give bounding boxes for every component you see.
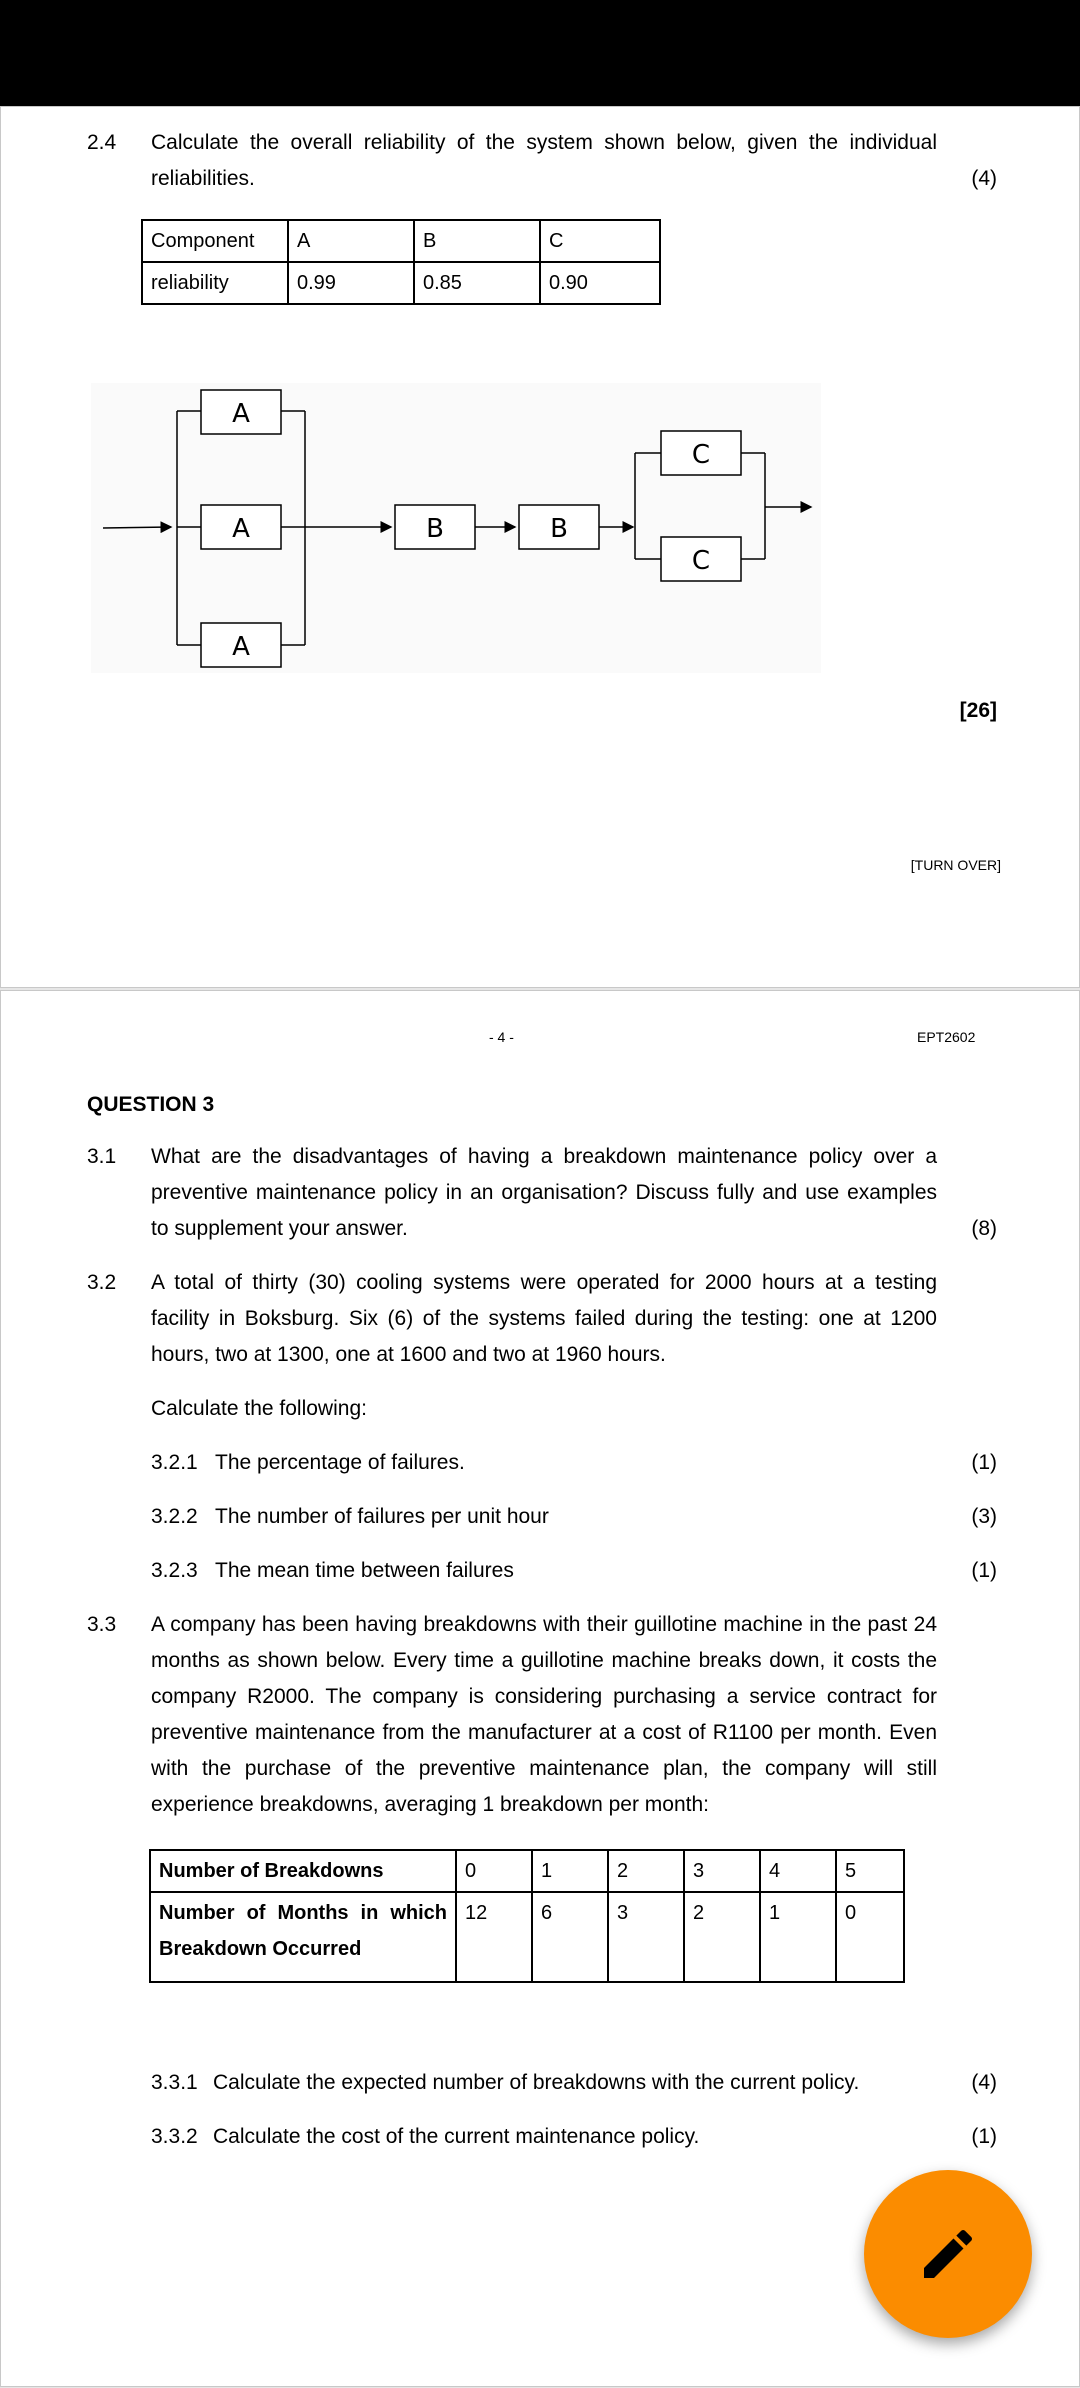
table-cell: 1 bbox=[532, 1850, 608, 1892]
question-text: preventive maintenance from the manufacturer at a cost of R1100 per month. Even bbox=[151, 1721, 937, 1744]
course-code: EPT2602 bbox=[917, 1029, 976, 1045]
question-text: A total of thirty (30) cooling systems were operated for 2000 hours at a testing bbox=[151, 1271, 937, 1294]
table-row bbox=[150, 1850, 904, 1892]
subquestion-number: 3.2.1 bbox=[151, 1451, 198, 1474]
block-label: A bbox=[232, 632, 250, 662]
table-cell: 1 bbox=[760, 1892, 836, 1982]
question-text: What are the disadvantages of having a breakdown maintenance policy over a bbox=[151, 1145, 937, 1168]
pencil-icon bbox=[916, 2222, 980, 2286]
block-label: B bbox=[550, 514, 568, 544]
question-number: 3.2 bbox=[87, 1271, 117, 1294]
question-number: 2.4 bbox=[87, 131, 117, 154]
question-marks: (1) bbox=[971, 1559, 997, 1582]
table-cell: reliability bbox=[142, 262, 288, 304]
question-text: facility in Boksburg. Six (6) of the systems failed during the testing: one at 1200 bbox=[151, 1307, 937, 1330]
turn-over-label: [TURN OVER] bbox=[910, 857, 1001, 873]
total-marks: [26] bbox=[959, 699, 997, 722]
question-number: 3.3 bbox=[87, 1613, 117, 1636]
question-text: company R2000. The company is considering purchasing a service contract for bbox=[151, 1685, 937, 1708]
table-cell: 2 bbox=[608, 1850, 684, 1892]
table-row bbox=[142, 220, 660, 262]
table-cell bbox=[150, 1892, 456, 1982]
table-cell: 12 bbox=[456, 1892, 532, 1982]
subquestion-text: The mean time between failures bbox=[215, 1559, 514, 1582]
block-label: C bbox=[691, 440, 711, 470]
table-cell: 2 bbox=[684, 1892, 760, 1982]
calc-intro: Calculate the following: bbox=[151, 1397, 367, 1420]
question-marks: (8) bbox=[971, 1217, 997, 1240]
edit-fab-button[interactable] bbox=[864, 2170, 1032, 2338]
question-text: to supplement your answer. bbox=[151, 1217, 408, 1240]
table-row bbox=[142, 262, 660, 304]
question-marks: (3) bbox=[971, 1505, 997, 1528]
reliability-table bbox=[141, 219, 661, 305]
block-label: A bbox=[232, 514, 250, 544]
question-text: preventive maintenance policy in an organisation? Discuss fully and use examples bbox=[151, 1181, 937, 1204]
table-cell: 0 bbox=[456, 1850, 532, 1892]
row-label-line: Breakdown Occurred bbox=[159, 1938, 362, 1960]
question-text: experience breakdowns, averaging 1 breakdown per month: bbox=[151, 1793, 710, 1816]
question-marks: (4) bbox=[971, 167, 997, 190]
reliability-block-diagram bbox=[91, 383, 821, 673]
table-cell: 3 bbox=[608, 1892, 684, 1982]
table-cell: A bbox=[288, 220, 414, 262]
table-cell: 5 bbox=[836, 1850, 904, 1892]
status-bar bbox=[0, 0, 1080, 106]
table-cell: 4 bbox=[760, 1850, 836, 1892]
subquestion-number: 3.2.3 bbox=[151, 1559, 198, 1582]
table-cell: C bbox=[540, 220, 660, 262]
question-text: reliabilities. bbox=[151, 167, 255, 190]
question-text: hours, two at 1300, one at 1600 and two at 1960 hours. bbox=[151, 1343, 666, 1366]
table-cell: Component bbox=[142, 220, 288, 262]
breakdowns-table bbox=[149, 1849, 905, 1983]
subquestion-text: Calculate the expected number of breakdowns with the current policy. bbox=[213, 2071, 860, 2094]
table-row bbox=[150, 1892, 904, 1982]
question-text: A company has been having breakdowns with their guillotine machine in the past 24 bbox=[151, 1613, 937, 1636]
table-cell: 0 bbox=[836, 1892, 904, 1982]
subquestion-text: Calculate the cost of the current maintenance policy. bbox=[213, 2125, 700, 2148]
row-label-line: Number of Months in which bbox=[159, 1902, 447, 1924]
table-cell: 0.90 bbox=[540, 262, 660, 304]
block-label: A bbox=[232, 399, 250, 429]
table-cell: B bbox=[414, 220, 540, 262]
subquestion-text: The number of failures per unit hour bbox=[215, 1505, 549, 1528]
subquestion-text: The percentage of failures. bbox=[215, 1451, 465, 1474]
table-cell: 6 bbox=[532, 1892, 608, 1982]
document-page-3 bbox=[0, 106, 1080, 988]
table-cell: 0.85 bbox=[414, 262, 540, 304]
subquestion-number: 3.2.2 bbox=[151, 1505, 198, 1528]
block-label: B bbox=[426, 514, 444, 544]
page-number: - 4 - bbox=[489, 1029, 514, 1045]
question-marks: (1) bbox=[971, 2125, 997, 2148]
question-text: Calculate the overall reliability of the system shown below, given the individual bbox=[151, 131, 937, 154]
table-cell: Number of Breakdowns bbox=[150, 1850, 456, 1892]
table-cell: 3 bbox=[684, 1850, 760, 1892]
question-text: with the purchase of the preventive maintenance plan, the company will still bbox=[151, 1757, 937, 1780]
question-marks: (4) bbox=[971, 2071, 997, 2094]
subquestion-number: 3.3.2 bbox=[151, 2125, 198, 2148]
question-title: QUESTION 3 bbox=[87, 1093, 215, 1116]
table-cell: 0.99 bbox=[288, 262, 414, 304]
block-label: C bbox=[691, 546, 711, 576]
question-text: months as shown below. Every time a guillotine machine breaks down, it costs the bbox=[151, 1649, 937, 1672]
question-number: 3.1 bbox=[87, 1145, 117, 1168]
subquestion-number: 3.3.1 bbox=[151, 2071, 198, 2094]
question-marks: (1) bbox=[971, 1451, 997, 1474]
